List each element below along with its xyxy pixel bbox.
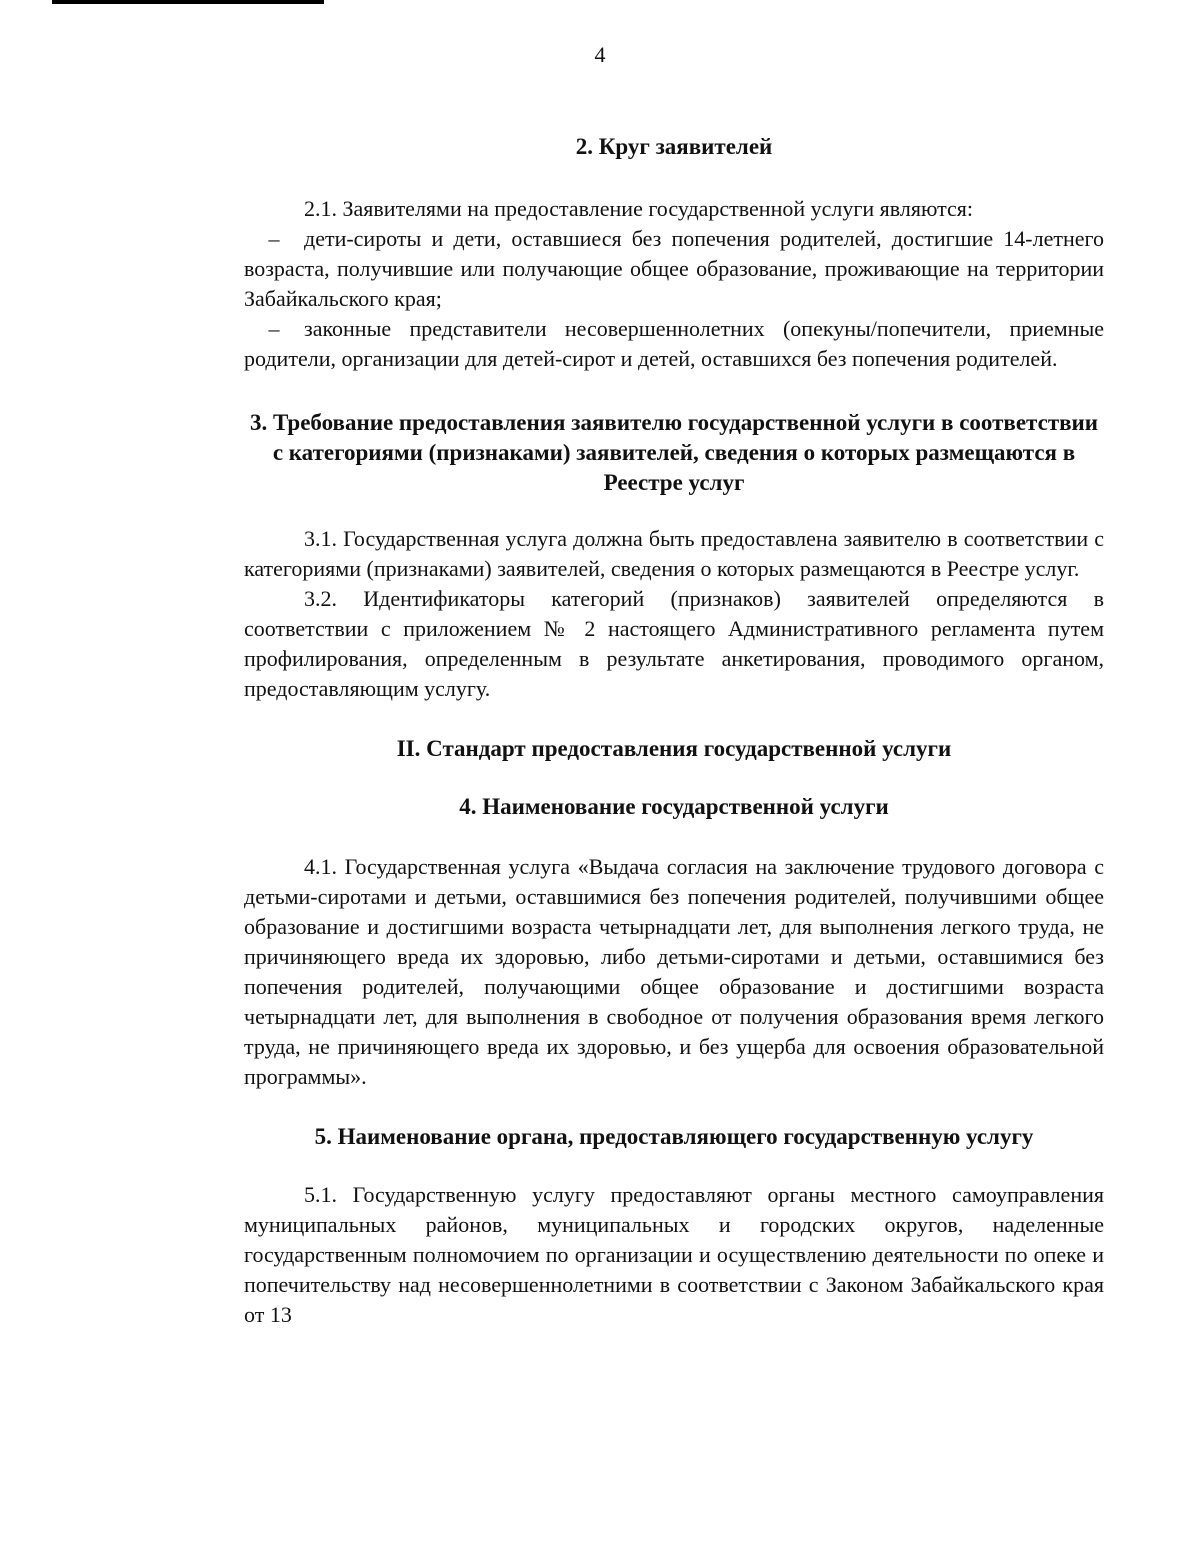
dash-marker: –	[268, 226, 280, 251]
paragraph-4-1: 4.1. Государственная услуга «Выдача согласия на заключение трудового договора с детьми-сиротами и детьми, оставшимися без попечения родителей, получившими общее образование и достигшими возраста четырнадцати лет, для выполнения легкого труда, не причиняющего вреда их здоровью, либо детьми-сиротами и детьми, оставшимися без попечения родителей, получающими общее образование и достигшими возраста четырнадцати лет, для выполнения в свободное от получения образования время легкого труда, не причиняющего вреда их здоровью, и без ущерба для освоения образовательной программы».	[244, 854, 1104, 1089]
bullet-item	[244, 224, 1104, 314]
bullet-text: дети-сироты и дети, оставшиеся без попечения родителей, достигшие 14-летнего возраста, получившие или получающие общее образование, проживающие на территории Забайкальского края;	[244, 226, 1104, 311]
bullet-item	[244, 314, 1104, 374]
paragraph-5-1: 5.1. Государственную услугу предоставляют органы местного самоуправления муниципальных районов, муниципальных и городских округов, наделенные государственным полномочием по организации и осуществлению деятельности по опеке и попечительству над несовершеннолетними в соответствии с Законом Забайкальского края от 13	[244, 1182, 1104, 1327]
dash-marker: –	[268, 316, 280, 341]
paragraph-3-1: 3.1. Государственная услуга должна быть предоставлена заявителю в соответствии с категориями (признаками) заявителей, сведения о которых размещаются в Реестре услуг.	[244, 526, 1104, 581]
part-ii-title: II. Стандарт предоставления государственной услуги	[396, 736, 952, 761]
top-rule	[52, 0, 324, 4]
section-5-title: 5. Наименование органа, предоставляющего государственную услугу	[314, 1124, 1034, 1149]
page-number: 4	[594, 42, 606, 67]
section-2-title: 2. Круг заявителей	[575, 134, 773, 159]
section-4-title: 4. Наименование государственной услуги	[459, 794, 889, 819]
paragraph-3-2: 3.2. Идентификаторы категорий (признаков) заявителей определяются в соответствии с приложением № 2 настоящего Административного регламента путем профилирования, определенным в результате анкетирования, проводимого органом, предоставляющим услугу.	[244, 586, 1104, 701]
bullet-text: законные представители несовершеннолетних (опекуны/попечители, приемные родители, организации для детей-сирот и детей, оставшихся без попечения родителей.	[244, 316, 1104, 371]
paragraph-2-1: 2.1. Заявителями на предоставление государственной услуги являются:	[304, 196, 974, 221]
document-body	[244, 132, 1104, 1330]
section-3-title: 3. Требование предоставления заявителю государственной услуги в соответствии с категориями (признаками) заявителей, сведения о которых размещаются в Реестре услуг	[249, 410, 1099, 495]
